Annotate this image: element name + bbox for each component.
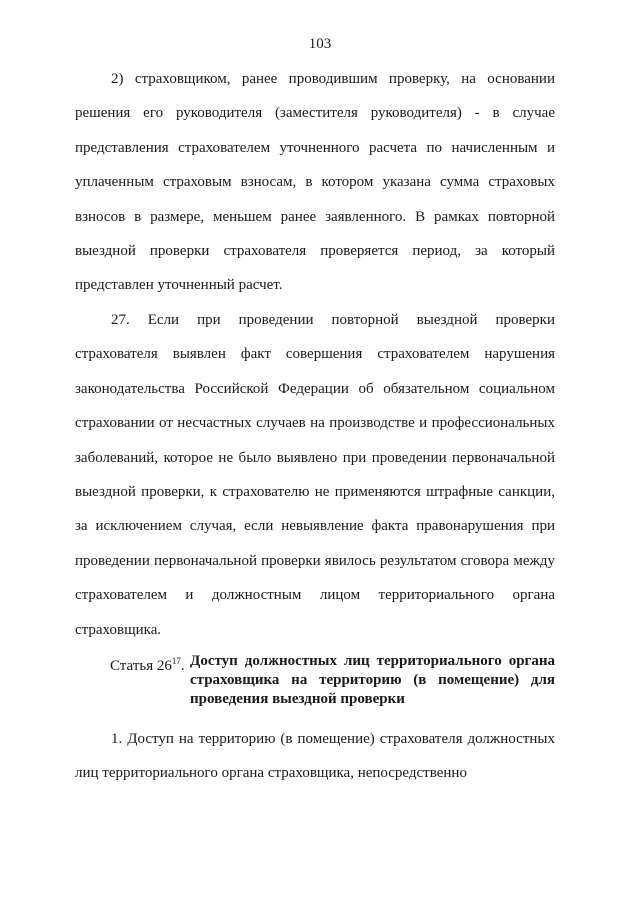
article-number-suffix: . [180, 658, 185, 674]
article-number-text: Статья 26 [110, 658, 172, 674]
article-number-superscript: 17 [171, 656, 181, 666]
article-number [110, 652, 185, 676]
paragraph-access-1: 1. Доступ на территорию (в помещение) страхователя должностных лиц территориального органа страховщика, непосредственно [75, 731, 555, 782]
paragraph-27: 27. Если при проведении повторной выездной проверки страхователя выявлен факт совершения страхователем нарушения законодательства Российской Федерации об обязательном социальном страховании от несчастных случаев на производстве и профессиональных заболеваний, которое не было выявлено при проведении первоначальной выездной проверки, к страхователю не применяются штрафные санкции, за исключением случая, если невыявление факта правонарушения при проведении первоначальной проверки явилось результатом сговора между страхователем и должностным лицом территориального органа страховщика. [75, 312, 555, 638]
paragraph-repeat-inspection-clause: 2) страховщиком, ранее проводившим проверку, на основании решения его руководителя (заместителя руководителя) - в случае представления страхователем уточненного расчета по начисленным и уплаченным страховым взносам, в котором указана сумма страховых взносов в размере, меньшем ранее заявленного. В рамках повторной выездной проверки страхователя проверяется период, за который представлен уточненный расчет. [75, 71, 555, 294]
page-number: 103 [308, 36, 332, 52]
article-title: Доступ должностных лиц территориального органа страховщика на территорию (в помещение) для проведения выездной проверки [190, 653, 555, 707]
